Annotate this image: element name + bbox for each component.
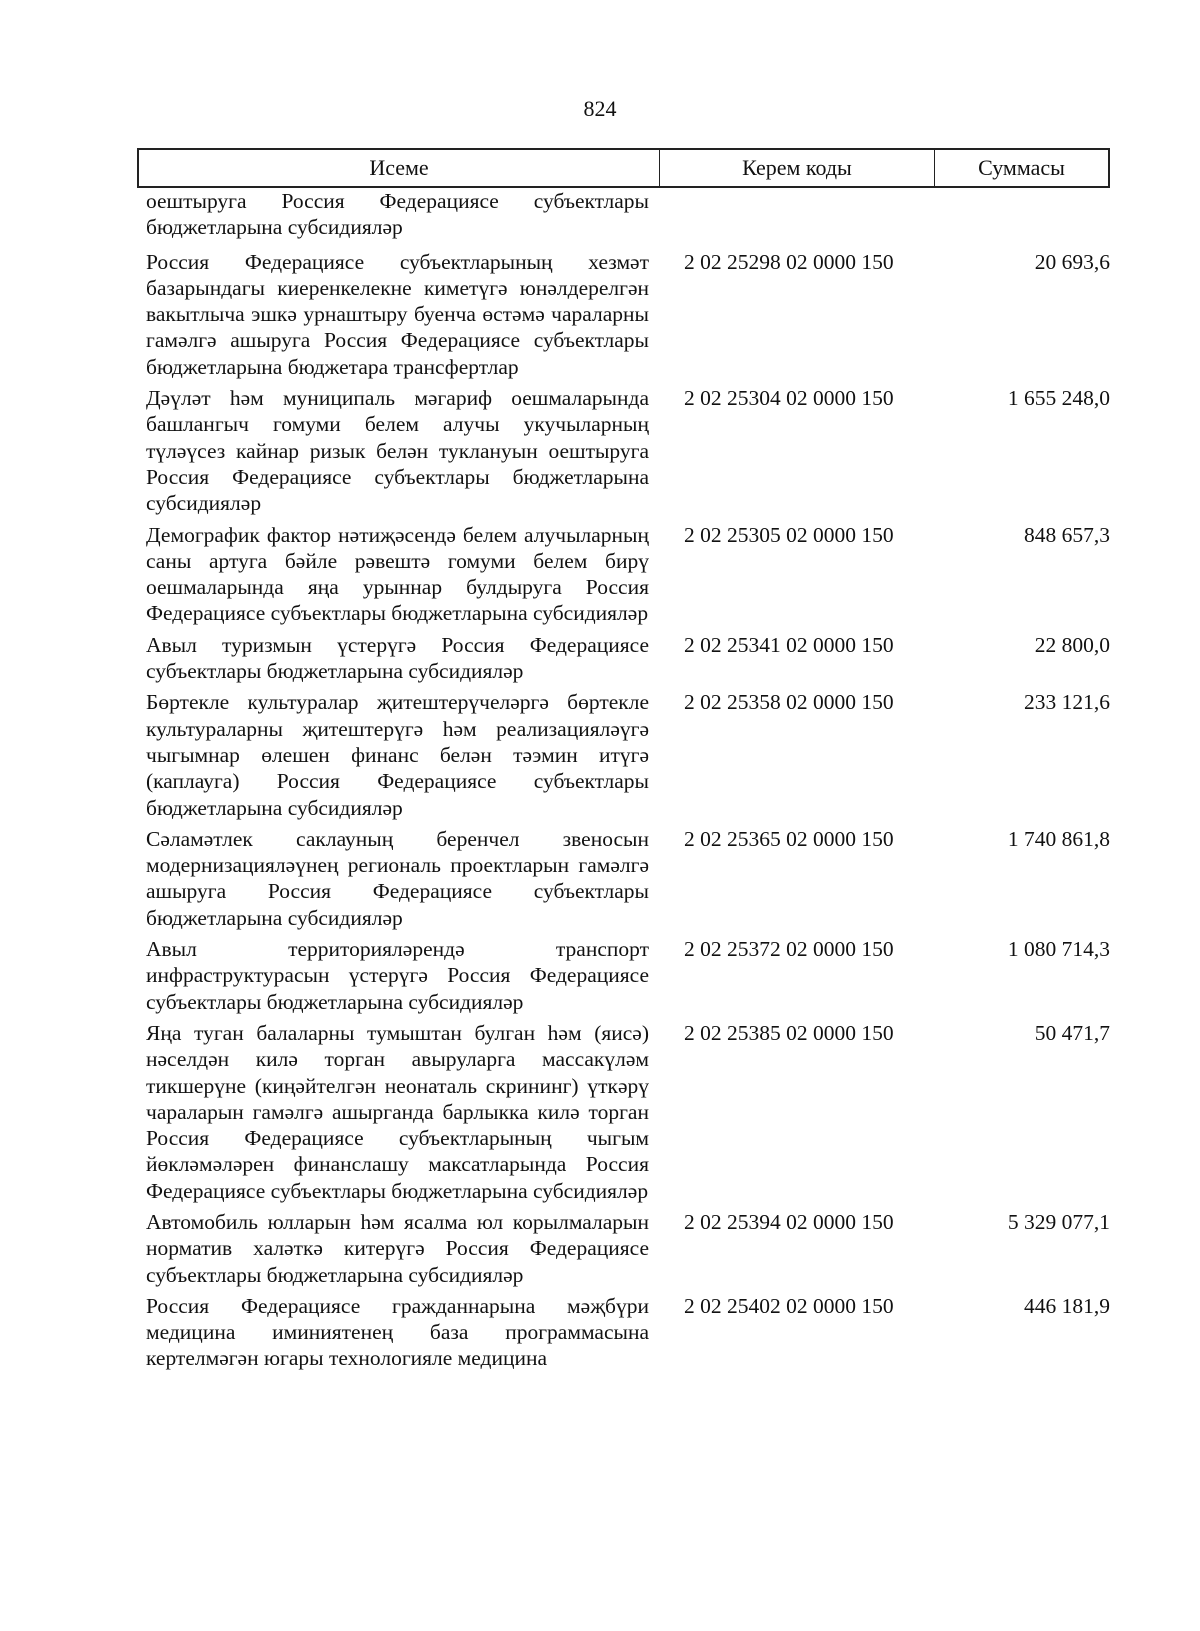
table-row: [146, 249, 1110, 380]
row-sum: 1 080 714,3: [1007, 937, 1110, 962]
row-sum: 1 740 861,8: [1007, 826, 1110, 851]
row-code: 2 02 25394 02 0000 150: [684, 1209, 894, 1234]
row-code: 2 02 25372 02 0000 150: [684, 937, 894, 962]
table-row: [146, 1293, 1110, 1372]
table-header: [137, 148, 1110, 188]
table-row: [146, 826, 1110, 931]
row-code: 2 02 25365 02 0000 150: [684, 826, 894, 851]
row-code: 2 02 25385 02 0000 150: [684, 1020, 894, 1045]
table-row: [146, 522, 1110, 627]
row-code: 2 02 25358 02 0000 150: [684, 690, 894, 715]
table-row: [146, 188, 1110, 241]
row-sum: 848 657,3: [1024, 522, 1110, 547]
row-sum: 50 471,7: [1034, 1020, 1110, 1045]
table-row: [146, 632, 1110, 685]
table-row: [146, 936, 1110, 1015]
row-name: Яңа туган балаларны тумыштан булган һәм (яисә) нәселдән килә торган авыруларга массакүләм тикшерүне (киңәйтелгән неонаталь скрининг) үткәрү чараларын гамәлгә ашырганда барлыкка килә торган Россия Федерациясе субъектларының чыгым йөкләмәләрен финанслашу максатларында Россия Федерациясе субъектлары бюджетларына субсидияләр: [146, 1020, 649, 1203]
row-name: Бөртекле культуралар җитештерүчеләргә бөртекле культураларны җитештерүгә һәм реализацияләүгә чыгымнар өлешен финанс белән тәэмин итүгә (каплауга) Россия Федерациясе субъектлары бюджетларына субсидияләр: [146, 690, 649, 820]
row-code: 2 02 25402 02 0000 150: [684, 1293, 894, 1318]
column-header-name: Исеме: [139, 150, 660, 186]
table-body: [146, 188, 1110, 1377]
row-name: Автомобиль юлларын һәм ясалма юл корылмаларын норматив халәткә китерүгә Россия Федерациясе субъектлары бюджетларына субсидияләр: [146, 1209, 649, 1287]
row-name: Сәламәтлек саклауның беренчел звеносын модернизацияләүнең региональ проектларын гамәлгә ашыруга Россия Федерациясе субъектлары бюджетларына субсидияләр: [146, 826, 649, 930]
row-name: Россия Федерациясе гражданнарына мәҗбүри медицина иминиятенең база программасына кертелмәгән югары технологияле медицина: [146, 1293, 649, 1371]
row-sum: 22 800,0: [1034, 632, 1110, 657]
row-sum: 233 121,6: [1024, 690, 1110, 715]
row-code: 2 02 25341 02 0000 150: [684, 632, 894, 657]
table-row: [146, 689, 1110, 820]
row-code: 2 02 25304 02 0000 150: [684, 386, 894, 411]
column-header-sum: Суммасы: [978, 155, 1065, 180]
row-name: Авыл территорияләрендә транспорт инфраструктурасын үстерүгә Россия Федерациясе субъектлары бюджетларына субсидияләр: [146, 937, 649, 1014]
row-name: Россия Федерациясе субъектларының хезмәт базарындагы киеренкелекне киметүгә юнәлдерелгән вакытлыча эшкә урнаштыру буенча өстәмә чараларны гамәлгә ашыруга Россия Федерациясе субъектлары бюджетларына бюджетара трансфертлар: [146, 249, 649, 379]
table-row: [146, 1209, 1110, 1288]
row-sum: 20 693,6: [1034, 249, 1110, 274]
row-name: Демографик фактор нәтиҗәсендә белем алучыларның саны артуга бәйле рәвештә гомуми белем бирү оешмаларында яңа урыннар булдыруга Россия Федерациясе субъектлары бюджетларына субсидияләр: [146, 522, 649, 626]
row-name: Дәүләт һәм муниципаль мәгариф оешмаларында башлангыч гомуми белем алучы укучыларның түләүсез кайнар ризык белән туклануын оештыруга Россия Федерациясе субъектлары бюджетларына субсидияләр: [146, 386, 649, 516]
column-header-code: Керем коды: [660, 150, 935, 186]
row-code: 2 02 25298 02 0000 150: [684, 249, 894, 274]
row-code: 2 02 25305 02 0000 150: [684, 522, 894, 547]
page-number: 824: [583, 96, 617, 121]
row-sum: 1 655 248,0: [1007, 386, 1110, 411]
table-row: [146, 1020, 1110, 1204]
row-name: Авыл туризмын үстерүгә Россия Федерациясе субъектлары бюджетларына субсидияләр: [146, 632, 649, 684]
row-sum: 446 181,9: [1024, 1293, 1110, 1318]
row-name: оештыруга Россия Федерациясе субъектлары бюджетларына субсидияләр: [146, 189, 649, 240]
row-sum: 5 329 077,1: [1007, 1209, 1110, 1234]
table-row: [146, 385, 1110, 516]
